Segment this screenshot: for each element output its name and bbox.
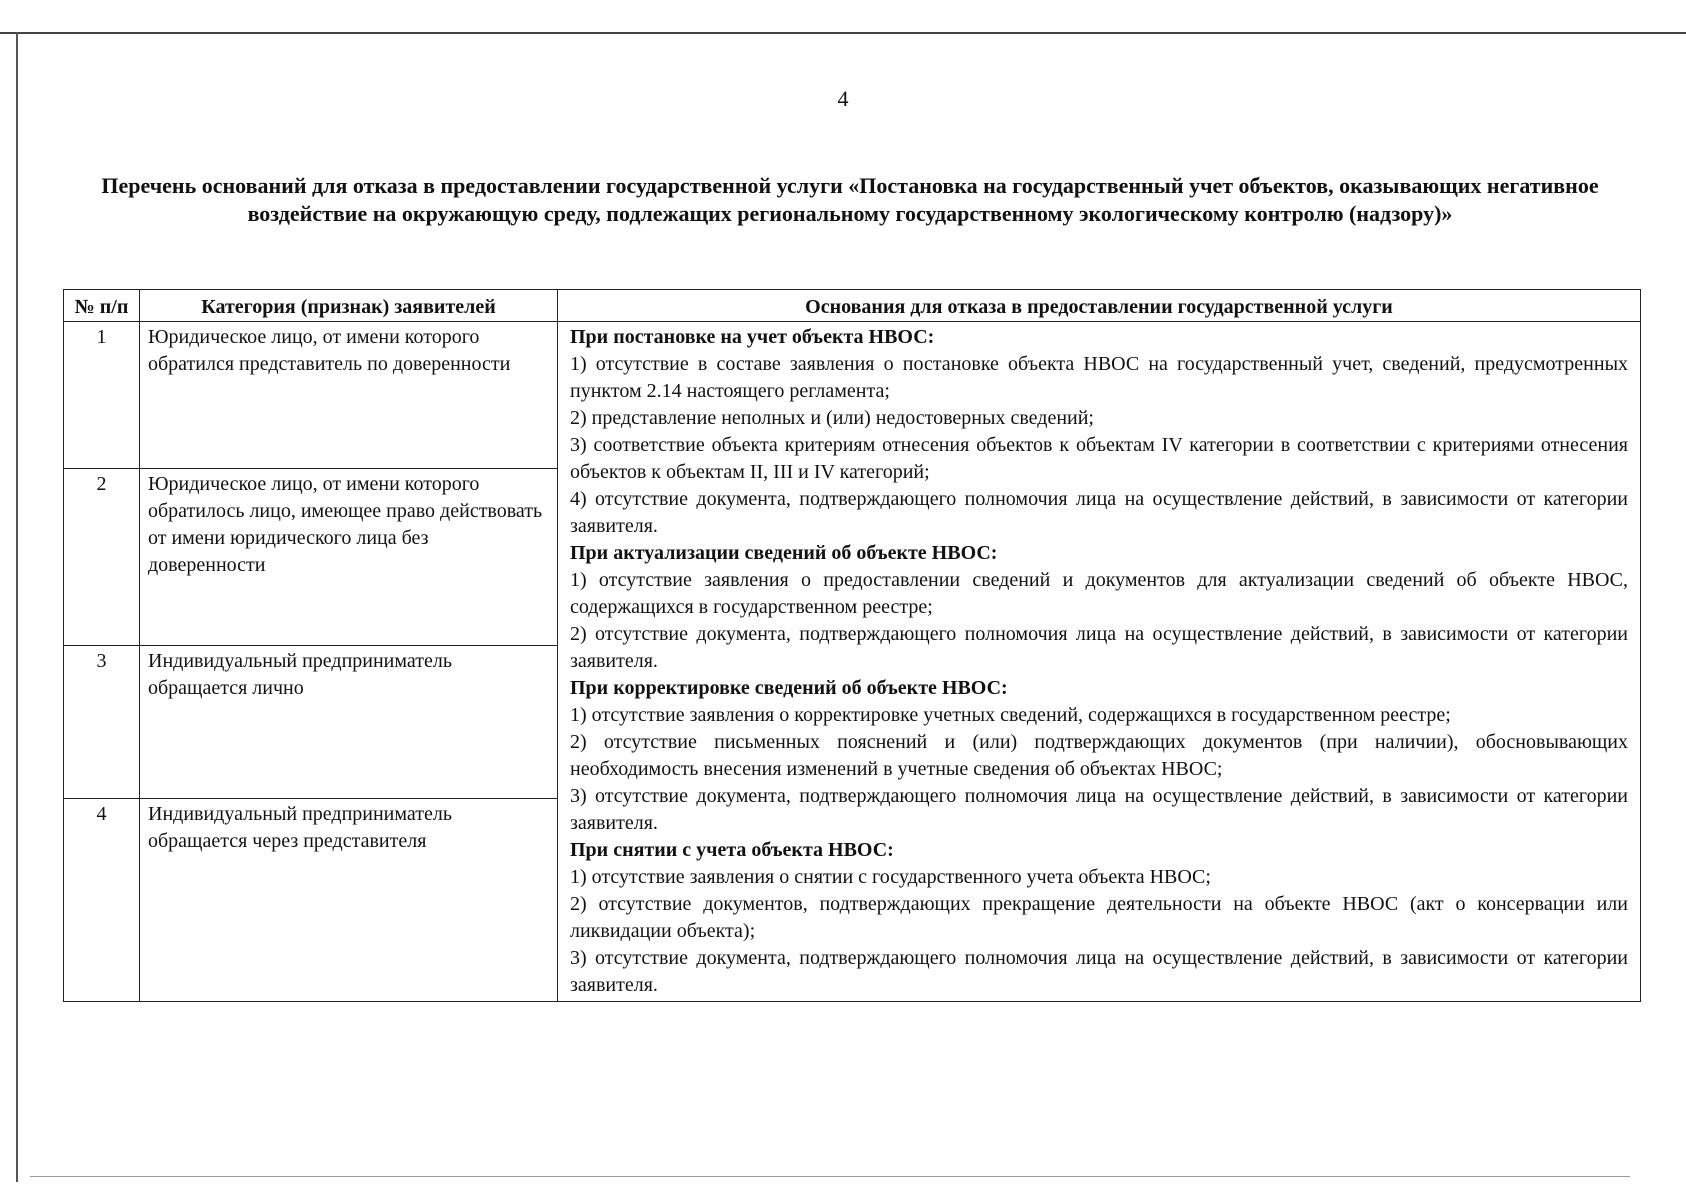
applicant-category: Юридическое лицо, от имени которого обратился представитель по доверенности: [140, 322, 558, 469]
ground-item: 2) представление неполных и (или) недостоверных сведений;: [570, 407, 1094, 429]
section-heading: При корректировке сведений об объекте НВОС:: [570, 677, 1008, 699]
row-number: 3: [64, 646, 140, 799]
section-heading: При постановке на учет объекта НВОС:: [570, 326, 935, 348]
document-title: Перечень оснований для отказа в предоставлении государственной услуги «Постановка на государственный учет объектов, оказывающих негативное воздействие на окружающую среду, подлежащих региональному государственному экологическому контролю (надзору)»: [101, 173, 1599, 226]
ground-item: 3) отсутствие документа, подтверждающего полномочия лица на осуществление действий, в зависимости от категории заявителя.: [570, 785, 1628, 834]
ground-item: 1) отсутствие заявления о корректировке учетных сведений, содержащихся в государственном реестре;: [570, 704, 1451, 726]
scan-bottom-edge: [30, 1176, 1630, 1177]
row-number: 4: [64, 799, 140, 1002]
applicant-category: Юридическое лицо, от имени которого обратилось лицо, имеющее право действовать от имени юридического лица без доверенности: [140, 469, 558, 646]
page-number: 4: [837, 86, 849, 111]
ground-item: 4) отсутствие документа, подтверждающего полномочия лица на осуществление действий, в зависимости от категории заявителя.: [570, 488, 1628, 537]
applicant-category: Индивидуальный предприниматель обращается через представителя: [140, 799, 558, 1002]
section-heading: При снятии с учета объекта НВОС:: [570, 839, 894, 861]
ground-item: 1) отсутствие заявления о предоставлении сведений и документов для актуализации сведений об объекте НВОС, содержащихся в государственном реестре;: [570, 569, 1628, 618]
header-category: Категория (признак) заявителей: [140, 290, 558, 322]
refusal-grounds-cell: [558, 322, 1641, 1002]
ground-item: 1) отсутствие в составе заявления о постановке объекта НВОС на государственный учет, сведений, предусмотренных пунктом 2.14 настоящего регламента;: [570, 353, 1628, 402]
table-header-row: [64, 290, 1641, 322]
row-number: 1: [64, 322, 140, 469]
header-num: № п/п: [64, 290, 140, 322]
ground-item: 1) отсутствие заявления о снятии с государственного учета объекта НВОС;: [570, 866, 1211, 888]
row-number: 2: [64, 469, 140, 646]
ground-item: 2) отсутствие документа, подтверждающего полномочия лица на осуществление действий, в зависимости от категории заявителя.: [570, 623, 1628, 672]
ground-item: 2) отсутствие письменных пояснений и (или) подтверждающих документов (при наличии), обосновывающих необходимость внесения изменений в учетные сведения об объектах НВОС;: [570, 731, 1628, 780]
table-row: [64, 322, 1641, 469]
ground-item: 3) соответствие объекта критериям отнесения объектов к объектам IV категории в соответствии с критериями отнесения объектов к объектам II, III и IV категорий;: [570, 434, 1628, 483]
ground-item: 3) отсутствие документа, подтверждающего полномочия лица на осуществление действий, в зависимости от категории заявителя.: [570, 947, 1628, 996]
scan-top-edge: [0, 0, 1686, 34]
applicant-category: Индивидуальный предприниматель обращается лично: [140, 646, 558, 799]
refusal-grounds-table: [63, 289, 1641, 1002]
scan-left-edge: [16, 32, 18, 1182]
header-grounds: Основания для отказа в предоставлении государственной услуги: [558, 290, 1641, 322]
section-heading: При актуализации сведений об объекте НВОС:: [570, 542, 998, 564]
ground-item: 2) отсутствие документов, подтверждающих прекращение деятельности на объекте НВОС (акт о консервации или ликвидации объекта);: [570, 893, 1628, 942]
